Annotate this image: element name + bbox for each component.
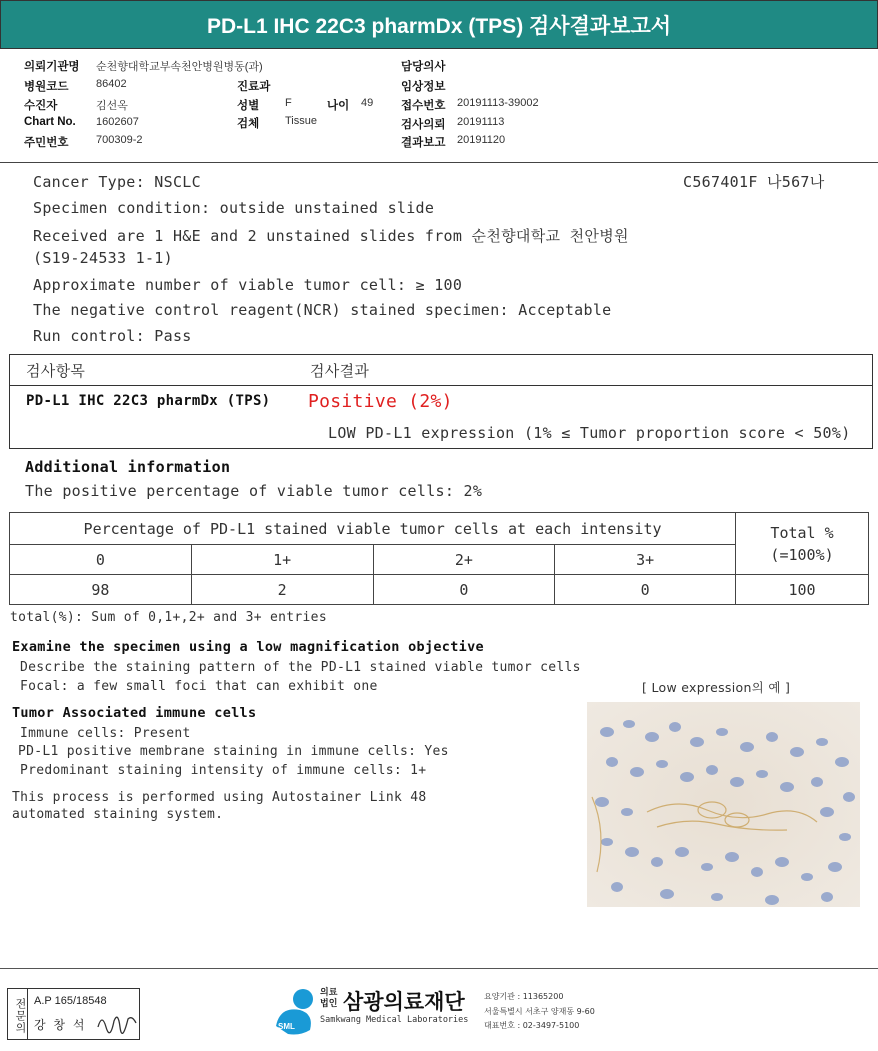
result-table bbox=[9, 354, 873, 449]
logo-prefix bbox=[320, 988, 337, 1010]
chart-no-label: Chart No. bbox=[24, 116, 76, 128]
doctor-label: 담당의사 bbox=[401, 61, 446, 73]
slide-id: (S19-24533 1-1) bbox=[33, 249, 173, 267]
signature-box bbox=[7, 988, 140, 1040]
intensity-value-1: 2 bbox=[191, 575, 373, 605]
hospital-code-value: 86402 bbox=[96, 78, 127, 90]
clinical-info-label: 임상정보 bbox=[401, 81, 446, 93]
institution-label: 의뢰기관명 bbox=[24, 61, 80, 73]
contact-address: 서울특별시 서초구 양재동 9-60 bbox=[484, 1007, 595, 1016]
report-date-value: 20191120 bbox=[457, 134, 506, 146]
doctor-name: 강 창 석 bbox=[34, 1018, 87, 1032]
micrograph-image bbox=[587, 702, 860, 907]
intensity-table-header: Percentage of PD-L1 stained viable tumor cells at each intensity bbox=[10, 513, 736, 545]
intensity-value-2: 0 bbox=[373, 575, 555, 605]
age-label: 나이 bbox=[327, 100, 350, 112]
logo-prefix-2: 법인 bbox=[320, 999, 338, 1009]
run-control: Run control: Pass bbox=[33, 327, 192, 345]
examine-line1: Describe the staining pattern of the PD-L1 stained viable tumor cells bbox=[20, 660, 581, 675]
collector-label: 수진자 bbox=[24, 100, 58, 112]
total-header bbox=[736, 513, 869, 575]
immune-line2: PD-L1 positive membrane staining in immune cells: Yes bbox=[18, 744, 449, 759]
test-name: PD-L1 IHC 22C3 pharmDx (TPS) bbox=[26, 393, 271, 409]
request-date-label: 검사의뢰 bbox=[401, 119, 446, 131]
chart-no-value: 1602607 bbox=[96, 116, 139, 128]
specimen-condition: Specimen condition: outside unstained slide bbox=[33, 199, 435, 217]
immune-heading: Tumor Associated immune cells bbox=[12, 705, 257, 721]
sex-label: 성별 bbox=[237, 100, 260, 112]
intensity-value-0: 98 bbox=[10, 575, 192, 605]
dept-label: 진료과 bbox=[237, 81, 271, 93]
process-line1: This process is performed using Autostainer Link 48 bbox=[12, 790, 427, 805]
logo-prefix-1: 의료 bbox=[320, 988, 338, 998]
doctor-signature bbox=[96, 1009, 138, 1035]
image-caption: [ Low expression의 예 ] bbox=[642, 680, 791, 695]
result-interpretation: LOW PD-L1 expression (1% ≤ Tumor proportion score < 50%) bbox=[328, 424, 851, 442]
ncr-status: The negative control reagent(NCR) stained specimen: Acceptable bbox=[33, 301, 612, 319]
sml-logo-icon bbox=[270, 986, 320, 1036]
result-divider bbox=[10, 385, 872, 386]
specialist-label: 전문의 bbox=[8, 989, 28, 1039]
org-name: 삼광의료재단 bbox=[343, 990, 465, 1014]
receipt-no-value: 20191113-39002 bbox=[457, 97, 539, 109]
request-date-value: 20191113 bbox=[457, 116, 505, 128]
contact-phone: 대표번호 : 02-3497-5100 bbox=[484, 1021, 580, 1030]
specimen-label: 검체 bbox=[237, 118, 260, 130]
cancer-type: Cancer Type: NSCLC bbox=[33, 173, 201, 191]
sex-value: F bbox=[285, 97, 292, 109]
report-title: PD-L1 IHC 22C3 pharmDx (TPS) 검사결과보고서 bbox=[0, 0, 878, 49]
patient-header bbox=[0, 52, 878, 163]
total-header-line2: (=100%) bbox=[770, 545, 834, 564]
examine-line2: Focal: a few small foci that can exhibit one bbox=[20, 679, 378, 694]
contact-code: 요양기관 : 11365200 bbox=[484, 992, 564, 1001]
table-note: total(%): Sum of 0,1+,2+ and 3+ entries bbox=[10, 610, 327, 625]
intensity-col-1: 1+ bbox=[191, 545, 373, 575]
low-expression-micrograph bbox=[587, 702, 860, 907]
specimen-value: Tissue bbox=[285, 115, 317, 127]
intensity-col-2: 2+ bbox=[373, 545, 555, 575]
immune-line3: Predominant staining intensity of immune cells: 1+ bbox=[20, 763, 427, 778]
col-test-result: 검사결과 bbox=[310, 362, 370, 380]
additional-heading: Additional information bbox=[25, 458, 231, 476]
intensity-col-3: 3+ bbox=[555, 545, 736, 575]
resident-no-label: 주민번호 bbox=[24, 137, 69, 149]
total-header-line1: Total % bbox=[770, 523, 834, 542]
report-date-label: 결과보고 bbox=[401, 137, 446, 149]
intensity-table bbox=[9, 512, 869, 605]
col-test-item: 검사항목 bbox=[26, 362, 86, 380]
intensity-col-0: 0 bbox=[10, 545, 192, 575]
receipt-no-label: 접수번호 bbox=[401, 100, 446, 112]
resident-no-value: 700309-2 bbox=[96, 134, 143, 146]
intensity-total: 100 bbox=[736, 575, 869, 605]
age-value: 49 bbox=[361, 97, 374, 109]
collector-value: 김선옥 bbox=[96, 100, 128, 112]
process-line2: automated staining system. bbox=[12, 807, 224, 822]
org-english: Samkwang Medical Laboratories bbox=[320, 1015, 469, 1025]
logo-small-text: SML bbox=[278, 1022, 295, 1031]
received-slides: Received are 1 H&E and 2 unstained slides from 순천향대학교 천안병원 bbox=[33, 227, 629, 245]
ap-number: A.P 165/18548 bbox=[34, 995, 107, 1007]
immune-line1: Immune cells: Present bbox=[20, 726, 191, 741]
intensity-value-3: 0 bbox=[555, 575, 736, 605]
hospital-code-label: 병원코드 bbox=[24, 81, 69, 93]
result-value: Positive (2%) bbox=[308, 391, 453, 412]
additional-text: The positive percentage of viable tumor cells: 2% bbox=[25, 482, 483, 500]
institution-value: 순천향대학교부속천안병원병동(과) bbox=[96, 61, 263, 73]
examine-heading: Examine the specimen using a low magnification objective bbox=[12, 639, 484, 655]
viable-tumor-cells: Approximate number of viable tumor cell: ≥ 100 bbox=[33, 276, 463, 294]
specimen-code: C567401F 나567나 bbox=[683, 173, 825, 191]
